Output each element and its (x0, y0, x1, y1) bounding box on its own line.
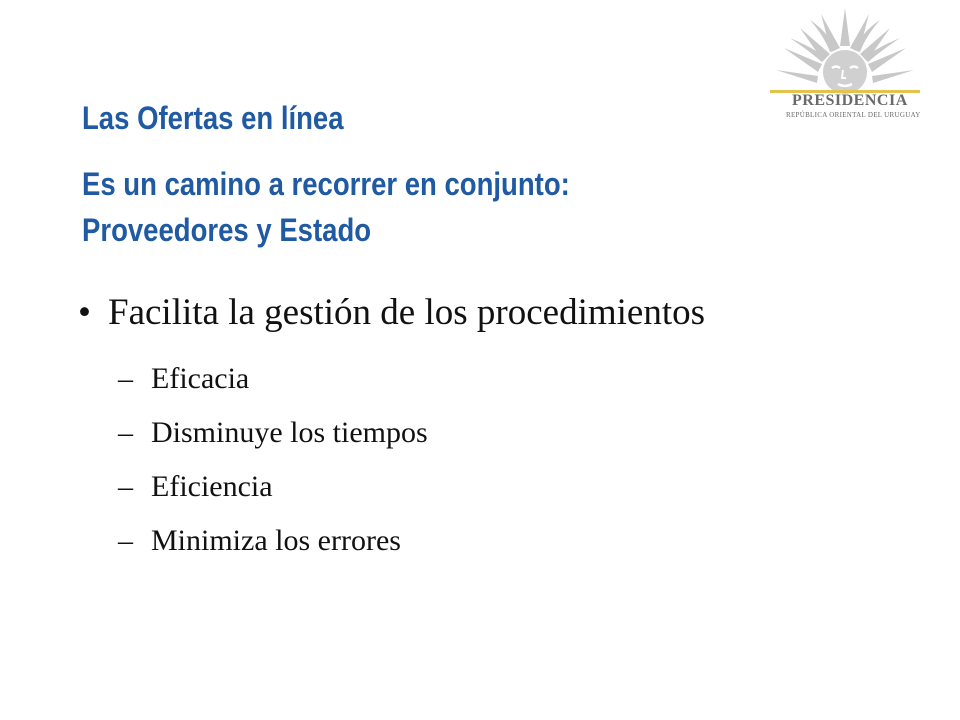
list-item-text: Eficacia (151, 362, 250, 395)
sub-bullet-list (118, 352, 428, 568)
list-item (118, 460, 428, 514)
main-bullet (78, 291, 705, 335)
sun-of-may-icon (770, 6, 920, 98)
list-item (118, 352, 428, 406)
list-item (118, 514, 428, 568)
bullet-marker: • (78, 292, 91, 333)
presidencia-logo (740, 6, 950, 126)
logo-title: PRESIDENCIA (792, 92, 908, 109)
dash-marker: – (118, 524, 133, 557)
list-item-text: Minimiza los errores (151, 524, 401, 557)
list-item (118, 406, 428, 460)
dash-marker: – (118, 470, 133, 503)
dash-marker: – (118, 362, 133, 395)
logo-subtitle: REPÚBLICA ORIENTAL DEL URUGUAY (786, 111, 921, 119)
slide-title: Las Ofertas en línea (82, 100, 344, 136)
list-item-text: Disminuye los tiempos (151, 416, 428, 449)
dash-marker: – (118, 416, 133, 449)
slide-subtitle-line2: Proveedores y Estado (82, 212, 372, 248)
main-bullet-text: Facilita la gestión de los procedimientos (108, 292, 706, 333)
list-item-text: Eficiencia (151, 470, 273, 503)
slide-subtitle-line1: Es un camino a recorrer en conjunto: (82, 166, 570, 202)
